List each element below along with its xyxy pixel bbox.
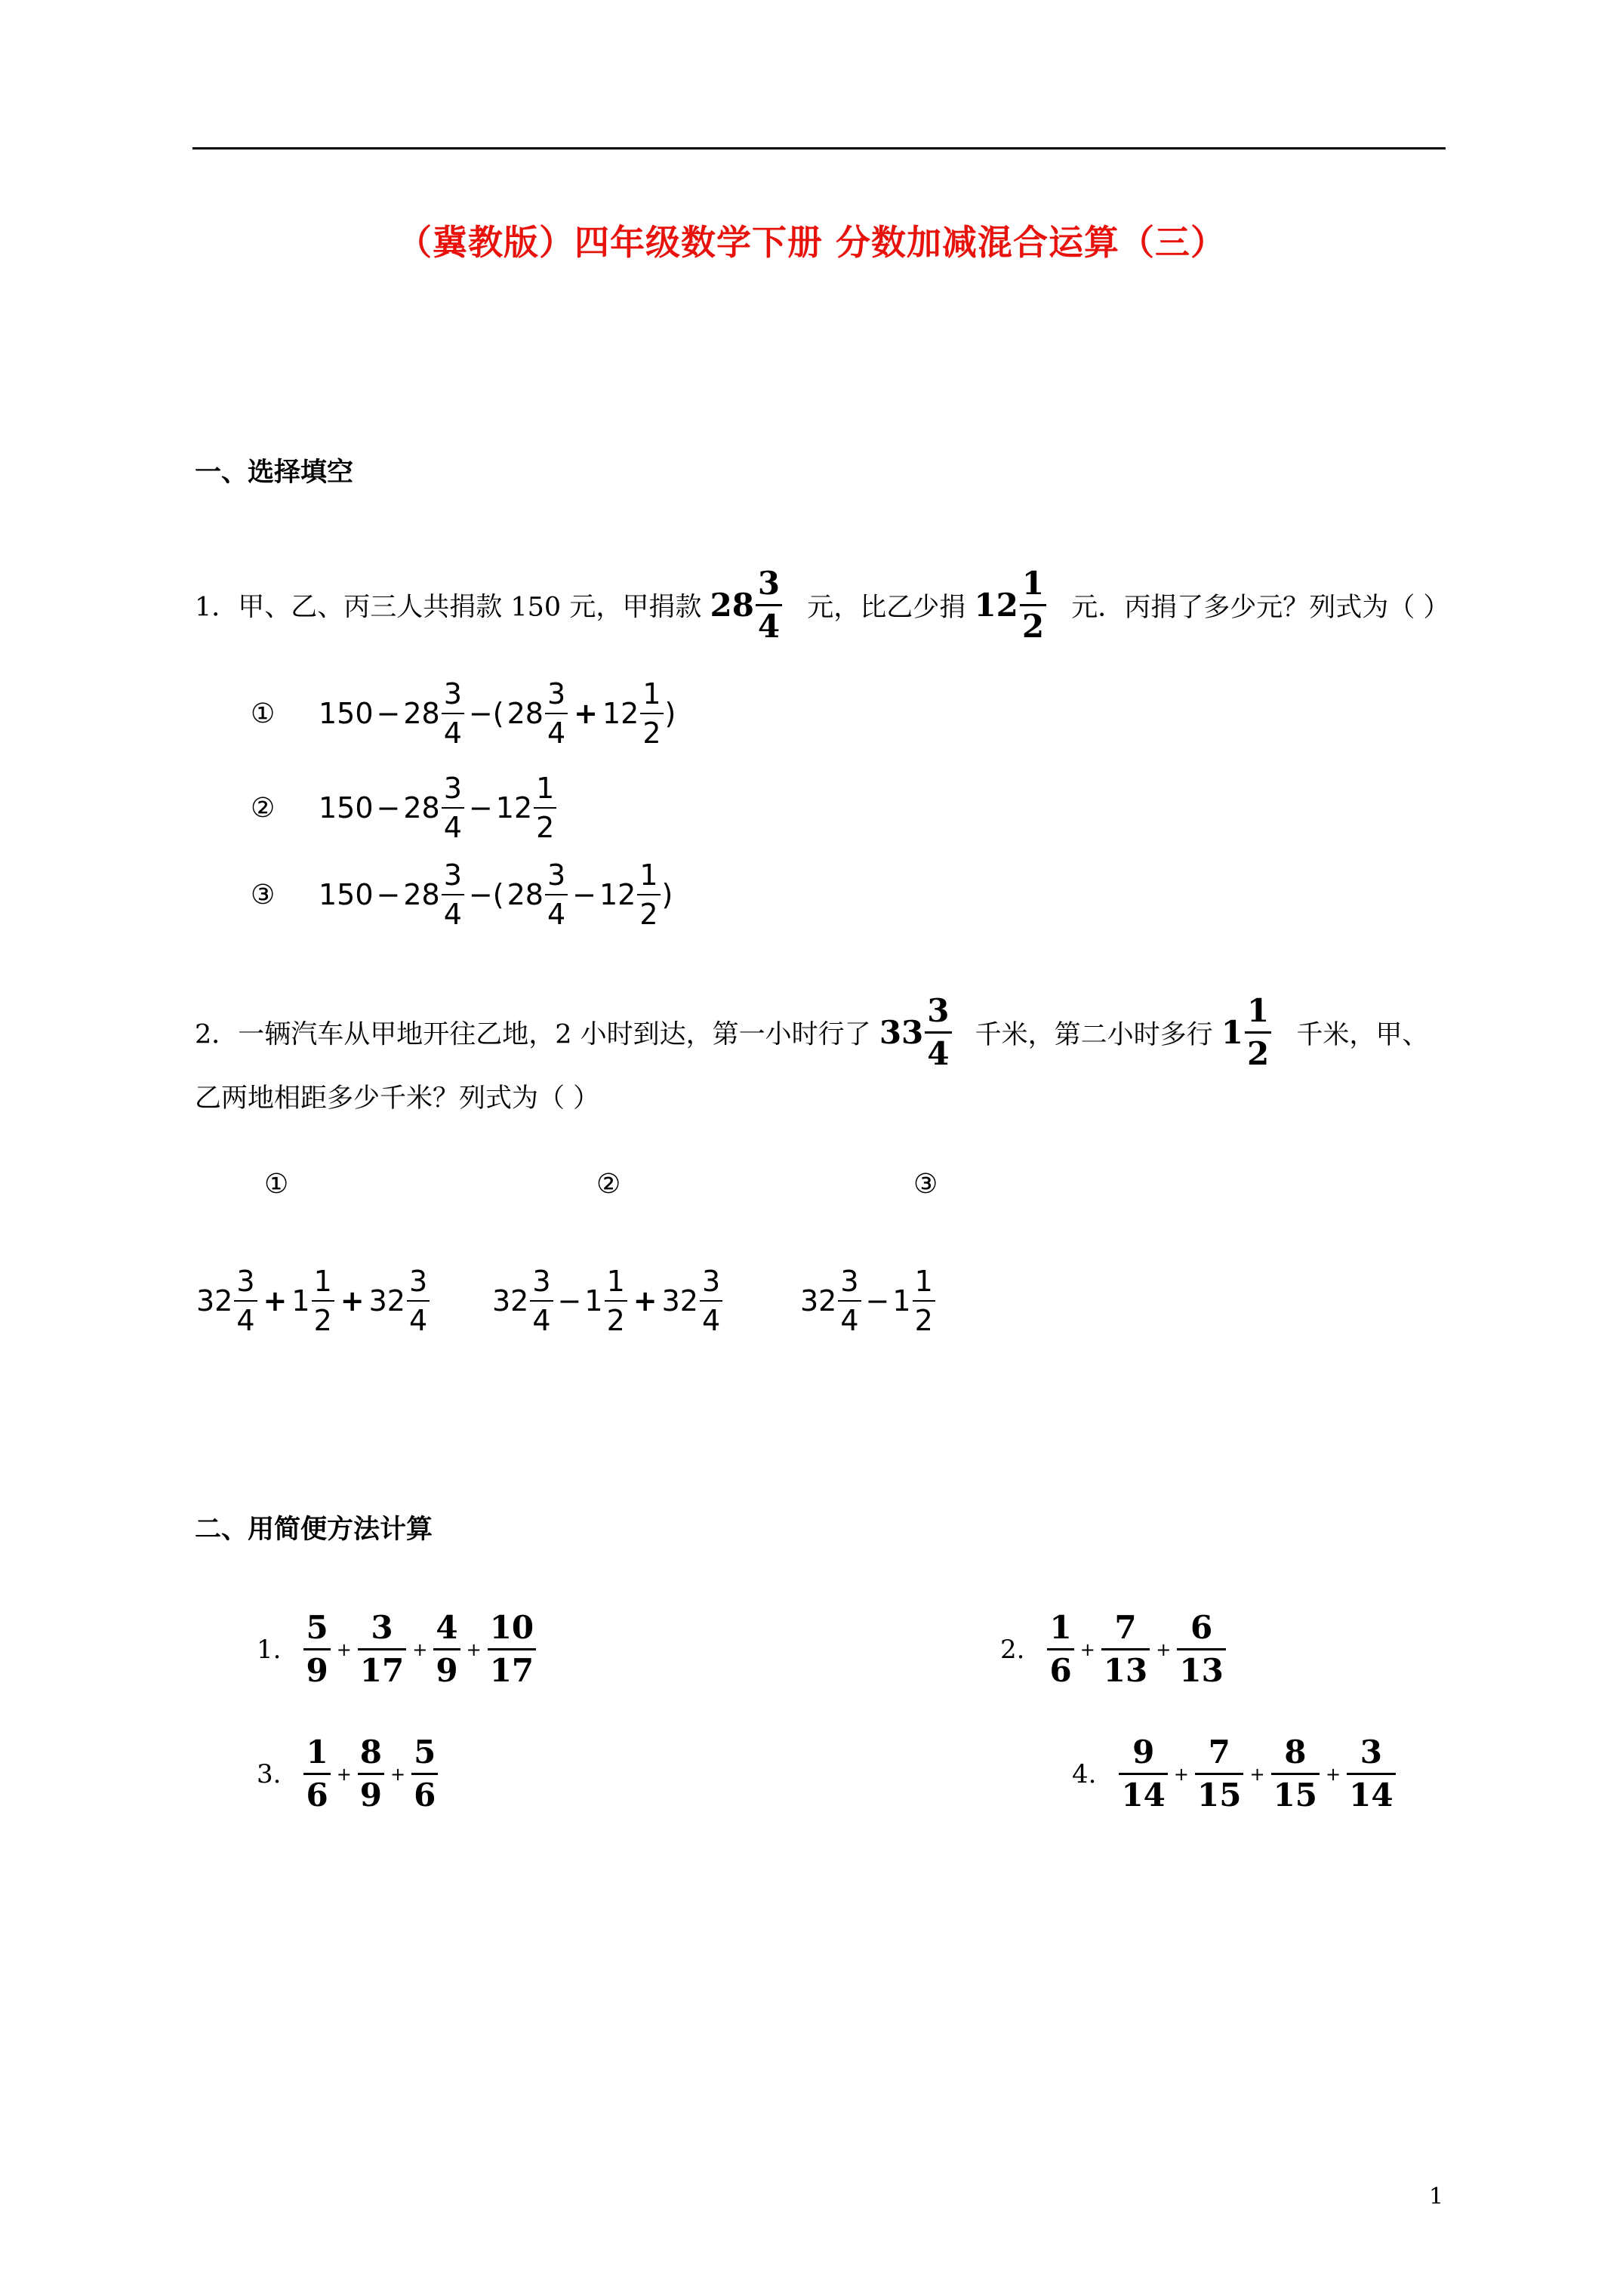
- number: 28: [507, 697, 544, 730]
- denominator: 17: [359, 1652, 405, 1689]
- denominator: 4: [443, 811, 462, 844]
- problem-number: 2.: [1000, 1634, 1025, 1665]
- option-marker: ②: [251, 792, 276, 824]
- question-2: [195, 992, 1429, 1072]
- numerator: 3: [371, 1609, 393, 1646]
- numerator: 3: [757, 565, 781, 602]
- plus-operator: +: [336, 1638, 352, 1660]
- number: 12: [599, 878, 636, 911]
- numerator: 3: [840, 1265, 859, 1298]
- denominator: 2: [606, 1304, 625, 1337]
- numerator: 1: [914, 1265, 933, 1298]
- number: 32: [196, 1284, 233, 1318]
- number: 32: [492, 1284, 529, 1318]
- fraction: [1195, 1734, 1243, 1814]
- numerator: 3: [547, 677, 566, 710]
- calc-problem-3: [257, 1734, 439, 1814]
- header-rule: [192, 147, 1446, 149]
- numerator: 1: [606, 1265, 625, 1298]
- fraction: [1271, 1734, 1320, 1814]
- plus-operator: +: [1156, 1638, 1172, 1660]
- denominator: 14: [1121, 1777, 1166, 1814]
- numerator: 1: [1049, 1609, 1072, 1646]
- operator: +: [263, 1284, 288, 1318]
- denominator: 6: [414, 1777, 436, 1814]
- denominator: 4: [840, 1304, 859, 1337]
- q2-option-1-expression: [196, 1267, 431, 1335]
- denominator: 4: [547, 898, 566, 931]
- operator: +: [340, 1284, 365, 1318]
- fraction: [411, 1734, 438, 1814]
- whole-part: 1: [1221, 1013, 1244, 1051]
- fraction: [1119, 1734, 1167, 1814]
- denominator: 13: [1103, 1652, 1148, 1689]
- whole-part: 33: [879, 1013, 924, 1051]
- numerator: 1: [639, 858, 658, 892]
- numerator: 1: [642, 677, 661, 710]
- numerator: 3: [408, 1265, 428, 1298]
- number: 28: [403, 791, 440, 824]
- numerator: 3: [701, 1265, 721, 1298]
- denominator: 2: [642, 717, 661, 750]
- whole-part: 12: [974, 586, 1018, 624]
- question-1-suffix: 元．丙捐了多少元？列式为（ ）: [1071, 592, 1450, 623]
- question-1: [195, 565, 1450, 645]
- number: 1: [584, 1284, 603, 1318]
- numerator: 1: [536, 772, 555, 805]
- question-2-mid: 千米，第二小时多行: [975, 1019, 1213, 1050]
- denominator: 9: [359, 1777, 383, 1814]
- problem-number: 3.: [257, 1758, 282, 1789]
- plus-operator: +: [1173, 1763, 1190, 1785]
- operator: −: [865, 1284, 890, 1318]
- fraction: [488, 1609, 536, 1689]
- denominator: 4: [443, 898, 462, 931]
- q2-option-3-expression: [800, 1267, 937, 1335]
- numerator: 10: [489, 1609, 534, 1646]
- page-number: 1: [1429, 2184, 1444, 2210]
- denominator: 15: [1273, 1777, 1318, 1814]
- plus-operator: +: [336, 1763, 352, 1785]
- number: 28: [403, 697, 440, 730]
- section-heading-calculation: 二、用简便方法计算: [195, 1514, 433, 1545]
- number: 1: [291, 1284, 310, 1318]
- fraction: [358, 1734, 384, 1814]
- number: 28: [507, 878, 544, 911]
- fraction: [1347, 1734, 1395, 1814]
- number: 12: [602, 697, 639, 730]
- numerator: 3: [443, 858, 462, 892]
- numerator: 1: [313, 1265, 332, 1298]
- number: 150: [319, 697, 374, 730]
- q1-option-2: ② 150 − 28 $\frac{3}{4}$ − 12 $\frac{1}{2}$: [251, 774, 558, 842]
- denominator: 4: [443, 717, 462, 750]
- operator: +: [574, 697, 598, 730]
- number: 1: [892, 1284, 911, 1318]
- number: 32: [368, 1284, 405, 1318]
- number: 28: [403, 878, 440, 911]
- number: 150: [319, 791, 374, 824]
- question-1-mid: 元，比乙少捐: [807, 592, 966, 623]
- denominator: 2: [536, 811, 555, 844]
- numerator: 9: [1132, 1734, 1155, 1771]
- numerator: 3: [443, 772, 462, 805]
- q2-option-2-expression: [492, 1267, 724, 1335]
- q2-marker-1: ①: [264, 1169, 289, 1200]
- page-title: （冀教版）四年级数学下册 分数加减混合运算（三）: [396, 222, 1226, 263]
- number: 12: [495, 791, 533, 824]
- q2-marker-3: ③: [913, 1169, 938, 1200]
- numerator: 4: [436, 1609, 458, 1646]
- numerator: 5: [306, 1609, 328, 1646]
- denominator: 4: [236, 1304, 255, 1337]
- number: 32: [661, 1284, 698, 1318]
- plus-operator: +: [1249, 1763, 1265, 1785]
- denominator: 2: [1021, 608, 1045, 645]
- denominator: 13: [1179, 1652, 1224, 1689]
- numerator: 3: [443, 677, 462, 710]
- section-heading-choice: 一、选择填空: [195, 457, 354, 488]
- numerator: 6: [1190, 1609, 1213, 1646]
- plus-operator: +: [1326, 1763, 1341, 1785]
- fraction: [303, 1734, 330, 1814]
- denominator: 9: [306, 1652, 328, 1689]
- numerator: 3: [927, 992, 950, 1029]
- denominator: 2: [914, 1304, 933, 1337]
- fraction: [1047, 1609, 1073, 1689]
- denominator: 2: [313, 1304, 332, 1337]
- fraction: [433, 1609, 460, 1689]
- fraction: [358, 1609, 406, 1689]
- calc-problem-1: [257, 1609, 537, 1689]
- denominator: 4: [757, 608, 781, 645]
- denominator: 9: [436, 1652, 458, 1689]
- numerator: 7: [1208, 1734, 1230, 1771]
- numerator: 1: [1247, 992, 1270, 1029]
- operator: −: [557, 1284, 582, 1318]
- numerator: 1: [306, 1734, 328, 1771]
- question-2-prefix: 2．一辆汽车从甲地开往乙地，2 小时到达，第一小时行了: [195, 1019, 871, 1050]
- number: 32: [800, 1284, 837, 1318]
- denominator: 17: [489, 1652, 534, 1689]
- mixed-number-28-3-4: [710, 565, 784, 645]
- numerator: 3: [1360, 1734, 1382, 1771]
- numerator: 1: [1021, 565, 1045, 602]
- q2-marker-2: ②: [596, 1169, 621, 1200]
- fraction: [1101, 1609, 1150, 1689]
- denominator: 4: [701, 1304, 721, 1337]
- problem-number: 4.: [1072, 1758, 1097, 1789]
- denominator: 4: [547, 717, 566, 750]
- denominator: 15: [1197, 1777, 1242, 1814]
- numerator: 5: [414, 1734, 436, 1771]
- denominator: 6: [1049, 1652, 1072, 1689]
- fraction: [303, 1609, 330, 1689]
- numerator: 3: [532, 1265, 551, 1298]
- numerator: 3: [236, 1265, 255, 1298]
- q1-option-3: ③ 150 − 28 $\frac{3}{4}$ −( 28 $\frac{3}{4}$ − 12 $\frac{1}{2}$ ): [251, 858, 673, 931]
- numerator: 8: [359, 1734, 383, 1771]
- calc-problem-4: [1072, 1734, 1397, 1814]
- mixed-number-1-1-2: [1221, 992, 1273, 1072]
- denominator: 2: [639, 898, 658, 931]
- plus-operator: +: [412, 1638, 428, 1660]
- denominator: 4: [532, 1304, 551, 1337]
- plus-operator: +: [390, 1763, 406, 1785]
- option-marker: ①: [251, 698, 276, 729]
- calc-problem-2: [1000, 1609, 1227, 1689]
- option-marker: ③: [251, 879, 276, 911]
- denominator: 6: [306, 1777, 328, 1814]
- mixed-number-33-3-4: [879, 992, 953, 1072]
- plus-operator: +: [1079, 1638, 1095, 1660]
- denominator: 2: [1247, 1035, 1270, 1072]
- mixed-number-12-1-2: [974, 565, 1048, 645]
- question-2-suffix: 千米，甲、: [1296, 1019, 1429, 1050]
- numerator: 3: [547, 858, 566, 892]
- denominator: 4: [408, 1304, 428, 1337]
- denominator: 14: [1349, 1777, 1394, 1814]
- whole-part: 28: [710, 586, 754, 624]
- operator: −: [572, 878, 596, 911]
- problem-number: 1.: [257, 1634, 282, 1665]
- numerator: 7: [1114, 1609, 1137, 1646]
- plus-operator: +: [466, 1638, 482, 1660]
- numerator: 8: [1284, 1734, 1307, 1771]
- operator: +: [633, 1284, 658, 1318]
- question-1-prefix: 1．甲、乙、丙三人共捐款 150 元，甲捐款: [195, 592, 702, 623]
- q1-option-1: ① 150 − 28 $\frac{3}{4}$ −( 28 $\frac{3}{4}$ + 12 $\frac{1}{2}$ ): [251, 677, 676, 750]
- denominator: 4: [927, 1035, 950, 1072]
- number: 150: [319, 878, 374, 911]
- fraction: [1177, 1609, 1225, 1689]
- question-2-line-2: 乙两地相距多少千米？列式为（ ）: [195, 1083, 600, 1114]
